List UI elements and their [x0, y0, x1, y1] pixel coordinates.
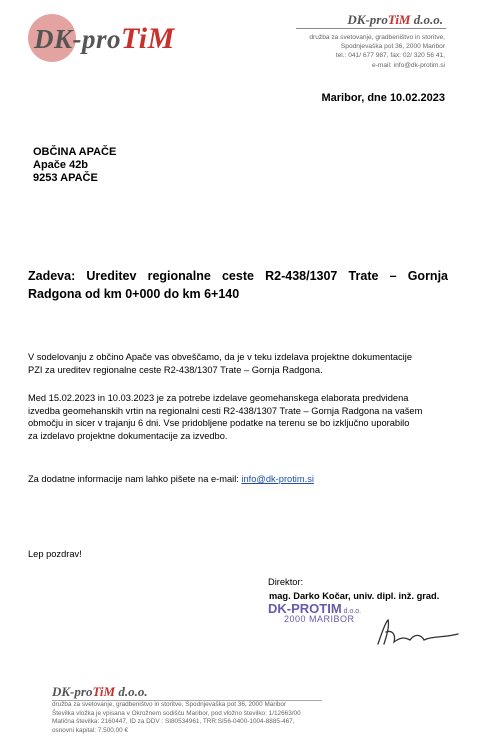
header-info-line: tel.: 041/ 677 987, fax: 02/ 320 56 41,	[335, 52, 445, 60]
letter-subject: Zadeva: Ureditev regionalne ceste R2-438/1307 Trate – Gornja Radgona od km 0+000 do km 6+140	[28, 269, 448, 301]
director-label: Direktor:	[268, 577, 304, 587]
recipient-line: Apače 42b	[33, 159, 89, 171]
letter-date: Maribor, dne 10.02.2023	[321, 92, 445, 104]
body-paragraph-1: V sodelovanju z občino Apače vas obveščamo, da je v teku izdelava projektne dokumentacije PZI za ureditev regionalne ceste R2-438/1307 Trate – Gornja Radgona.	[28, 352, 412, 375]
company-logo: DK-proTiM	[34, 22, 175, 55]
footer-info	[52, 701, 301, 736]
header-info-line: Spodnjevaška pot 36, 2000 Maribor	[340, 43, 445, 51]
contact-paragraph: Za dodatne informacije nam lahko pišete na e-mail: info@dk-protim.si	[28, 474, 314, 484]
recipient-line: OBČINA APAČE	[33, 146, 117, 158]
director-name: mag. Darko Kočar, univ. dipl. inž. grad.	[269, 591, 440, 601]
header-info	[309, 33, 445, 70]
header-divider	[296, 28, 446, 29]
footer-info-line: družba za svetovanje, gradbeništvo in storitve, Spodnjevaška pot 36, 2000 Maribor	[52, 701, 287, 708]
company-stamp: DK-PROTIM d.o.o. 2000 MARIBOR	[268, 601, 362, 624]
email-link[interactable]: info@dk-protim.si	[241, 474, 314, 484]
footer-company-name: DK-proTiM d.o.o.	[52, 684, 148, 699]
footer-info-line: osnovni kapital: 7.500,00 €	[52, 727, 129, 735]
header-info-line: družba za svetovanje, gradbeništvo in storitve,	[309, 34, 445, 41]
header-info-line: e-mail: info@dk-protim.si	[371, 61, 445, 69]
signature-image	[372, 614, 462, 650]
body-paragraph-2: Med 15.02.2023 in 10.03.2023 je za potrebe izdelave geomehanskega elaborata predvidena izvedba geomehanskih vrtin na regionalni cesti R2-438/1307 Trate – Gornja Radgona na vašem območju in sicer v trajanju 6 dni. Vse pridobljene podatke na terenu se bo izključno uporabilo za izdelavo projektne dokumentacije za izvedbo.	[28, 393, 423, 441]
header-company-name: DK-proTiM d.o.o.	[347, 12, 443, 27]
footer-info-line: Številka vložka je vpisana v Okrožnem sodišču Maribor, pod vložno številko: 1/12663/00	[52, 709, 301, 717]
recipient-line: 9253 APAČE	[33, 172, 98, 184]
footer-info-line: Matična številka: 2160447, ID za DDV : SI80534961, TRR:SI56-0400-1004-8885-467,	[52, 718, 295, 726]
recipient-address	[33, 146, 116, 185]
greeting: Lep pozdrav!	[28, 549, 82, 559]
